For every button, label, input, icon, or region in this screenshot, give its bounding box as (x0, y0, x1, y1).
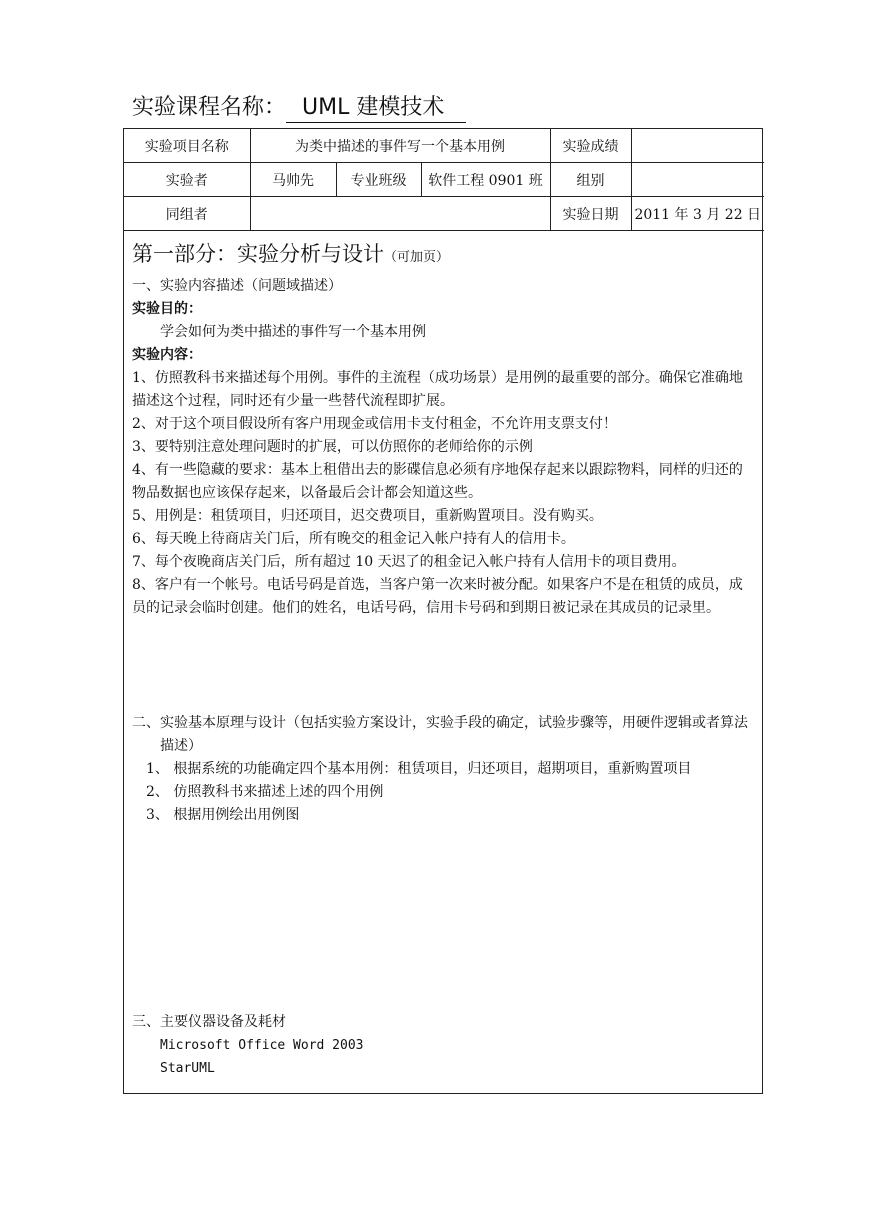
blank-space-1 (132, 620, 754, 712)
info-row-project (124, 129, 764, 163)
experimenter-value: 马帅先 (250, 163, 336, 197)
project-name-label: 实验项目名称 (124, 129, 250, 163)
project-name-value: 为类中描述的事件写一个基本用例 (250, 129, 550, 163)
content-label: 实验内容： (132, 347, 202, 363)
content-item-8: 8、客户有一个帐号。电话号码是首选，当客户第一次来时被分配。如果客户不是在租赁的成员，成员的记录会临时创建。他们的姓名，电话号码，信用卡号码和到期日被记录在其成员的记录里。 (132, 577, 743, 616)
part1-title-text: 第一部分：实验分析与设计 (132, 242, 384, 266)
date-value: 2011 年 3 月 22 日 (631, 197, 764, 231)
design-item-2: 2、 仿照教科书来描述上述的四个用例 (146, 784, 384, 800)
score-value (631, 129, 764, 163)
content-item-4: 4、有一些隐藏的要求：基本上租借出去的影碟信息必须有序地保存起来以跟踪物料，同样的归还的物品数据也应该保存起来，以备最后会计都会知道这些。 (132, 462, 743, 501)
report-frame (123, 128, 763, 1094)
info-row-experimenter (124, 163, 764, 197)
equipment-item-2: StarUML (160, 1061, 215, 1076)
group-label: 组别 (550, 163, 631, 197)
major-class-label: 专业班级 (336, 163, 421, 197)
content-item-3: 3、要特别注意处理问题时的扩展，可以仿照你的老师给你的示例 (132, 439, 533, 455)
content-item-7: 7、每个夜晚商店关门后，所有超过 10 天迟了的租金记入帐户持有人信用卡的项目费用。 (132, 554, 686, 570)
section2-heading: 二、实验基本原理与设计（包括实验方案设计，实验手段的确定，试验步骤等，用硬件逻辑或者算法描述） (132, 715, 748, 754)
partner-label: 同组者 (124, 197, 250, 231)
purpose-label: 实验目的： (132, 301, 202, 317)
course-title (132, 90, 466, 123)
info-row-partner (124, 197, 764, 231)
content-item-5: 5、用例是：租赁项目，归还项目，迟交费项目，重新购置项目。没有购买。 (132, 508, 603, 524)
date-label: 实验日期 (550, 197, 631, 231)
course-name: UML 建模技术 (286, 94, 466, 123)
experimenter-label: 实验者 (124, 163, 250, 197)
section1-heading: 一、实验内容描述（问题域描述） (132, 278, 342, 294)
equipment-item-1: Microsoft Office Word 2003 (160, 1038, 364, 1053)
content-item-6: 6、每天晚上待商店关门后，所有晚交的租金记入帐户持有人的信用卡。 (132, 531, 575, 547)
content-item-2: 2、对于这个项目假设所有客户用现金或信用卡支付租金，不允许用支票支付！ (132, 416, 617, 432)
partner-value (250, 197, 550, 231)
info-table (124, 129, 764, 231)
report-content (124, 231, 762, 1080)
course-label: 实验课程名称： (132, 95, 287, 120)
blank-space-2 (132, 827, 754, 1011)
design-item-1: 1、 根据系统的功能确定四个基本用例：租赁项目，归还项目，超期项目，重新购置项目 (146, 761, 692, 777)
score-label: 实验成绩 (550, 129, 631, 163)
group-value (631, 163, 764, 197)
section3-heading: 三、主要仪器设备及耗材 (132, 1014, 286, 1030)
major-class-value: 软件工程 0901 班 (421, 163, 550, 197)
part1-title (132, 239, 754, 273)
purpose-text: 学会如何为类中描述的事件写一个基本用例 (160, 324, 426, 340)
design-item-3: 3、 根据用例绘出用例图 (146, 807, 300, 823)
content-item-1: 1、仿照教科书来描述每个用例。事件的主流程（成功场景）是用例的最重要的部分。确保它准确地描述这个过程，同时还有少量一些替代流程即扩展。 (132, 370, 743, 409)
part1-title-note: （可加页） (384, 250, 450, 265)
